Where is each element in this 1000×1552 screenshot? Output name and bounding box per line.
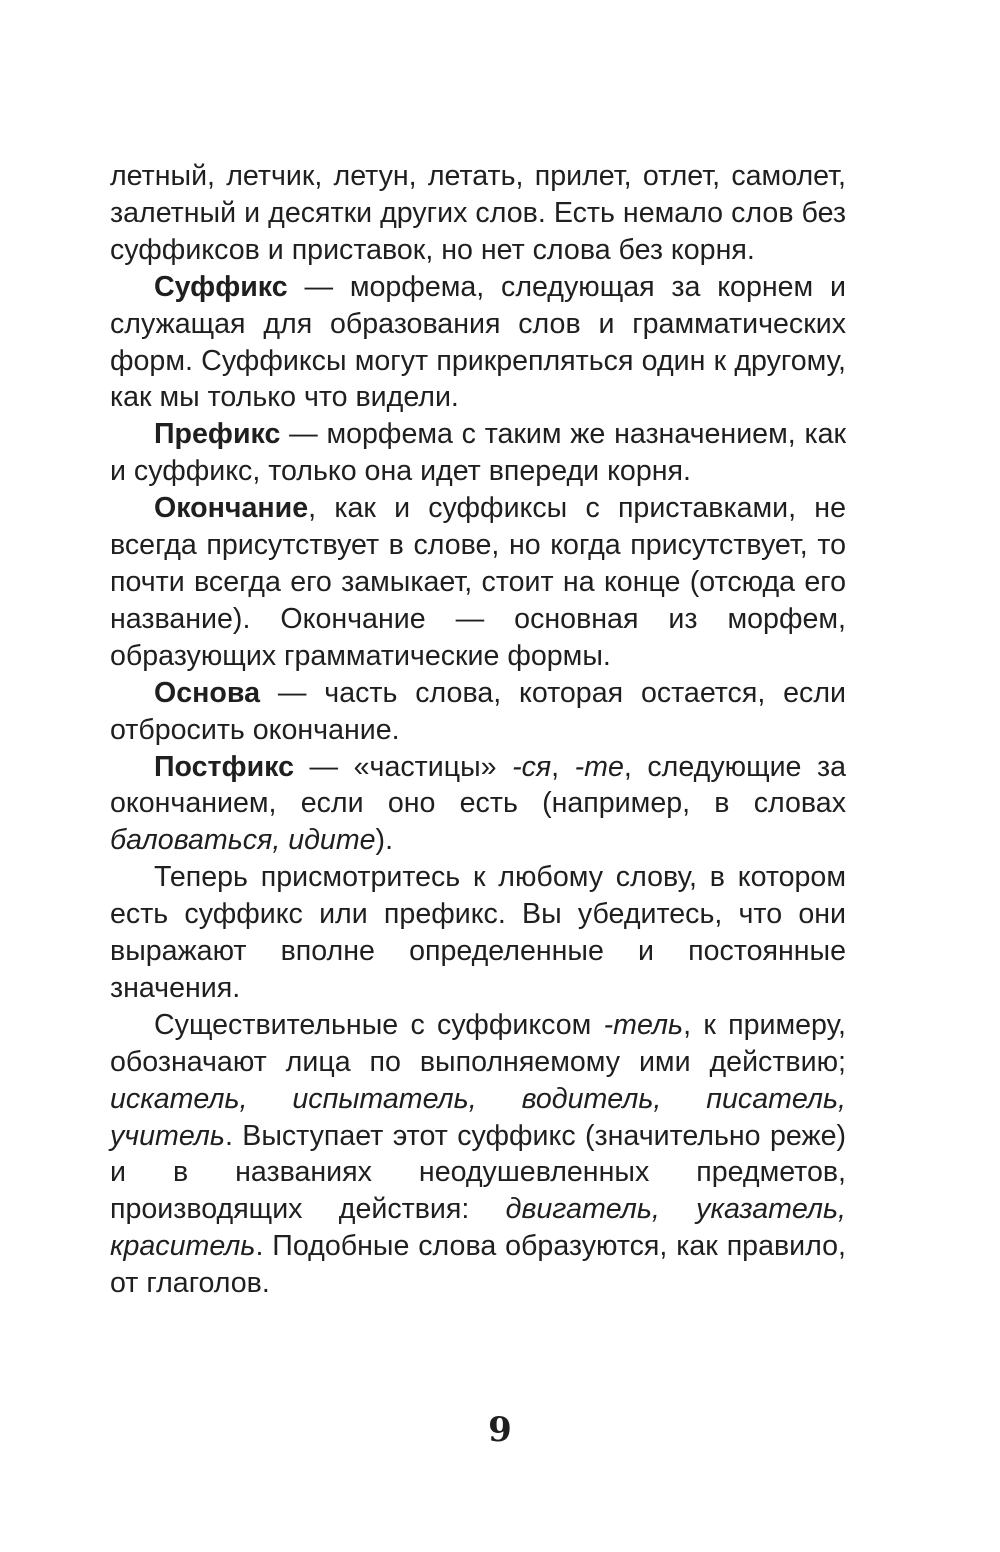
paragraph-text: . Выступает этот суффикс (значительно реже) и в названиях неодушевленных предметов, производящих действия: <box>110 1119 846 1226</box>
paragraph-text: , к примеру, обозначают лица по выполняемому ими действию; <box>110 1008 846 1078</box>
paragraph-text: — «частицы» <box>293 750 513 783</box>
paragraph-text: летный, летчик, летун, летать, прилет, отлет, самолет, залетный и десятки других слов. Есть немало слов без суффиксов и приставок, но нет слова без корня. <box>110 160 846 266</box>
paragraph-text: , следующие за окончанием, если оно есть (например, в словах <box>110 750 847 820</box>
example-words: искатель, испытатель, водитель, писатель, учитель <box>110 1082 846 1152</box>
paragraph-postfix-definition <box>110 749 846 860</box>
paragraph <box>110 859 846 1007</box>
paragraph-text: — морфема с таким же назначением, как и суффикс, только она идет впереди корня. <box>110 418 846 488</box>
term-suffix: Суффикс <box>154 270 288 303</box>
paragraph-tel-suffix <box>110 1007 846 1302</box>
paragraph-text: — часть слова, которая остается, если отбросить окончание. <box>110 676 846 746</box>
term-prefix: Префикс <box>154 418 281 451</box>
example-words: баловаться, идите <box>110 824 376 857</box>
example-morpheme: -тель <box>603 1008 684 1041</box>
paragraph-text: ). <box>375 824 394 857</box>
example-morpheme: -те <box>574 750 624 783</box>
paragraph-text: — морфема, следующая за корнем и служащая для образования слов и грамматических форм. Суффиксы могут прикрепляться один к другому, как мы только что видели. <box>110 270 846 414</box>
paragraph-ending-definition <box>110 490 846 675</box>
term-ending: Окончание <box>154 492 309 525</box>
paragraph-text: , как и суффиксы с приставками, не всегда присутствует в слове, но когда присутствует, то почти всегда его замыкает, стоит на конце (отсюда его название). Окончание — основная из морфем, образующих грамматические формы. <box>110 492 846 672</box>
paragraph-text: , <box>551 750 575 783</box>
paragraph-suffix-definition <box>110 269 846 417</box>
paragraph <box>110 158 846 269</box>
paragraph-text: Существительные с суффиксом <box>154 1008 604 1041</box>
paragraph-text: . Подобные слова образуются, как правило, от глаголов. <box>110 1230 846 1300</box>
example-words: двигатель, указатель, краситель <box>110 1193 846 1263</box>
paragraph-prefix-definition <box>110 416 846 490</box>
page-body <box>110 158 846 1302</box>
page-number: 9 <box>488 1410 512 1450</box>
term-stem: Основа <box>154 676 260 709</box>
example-morpheme: -ся <box>512 750 552 783</box>
term-postfix: Постфикс <box>154 750 294 783</box>
paragraph-stem-definition <box>110 675 846 749</box>
paragraph-text: Теперь присмотритесь к любому слову, в котором есть суффикс или префикс. Вы убедитесь, что они выражают вполне определенные и постоянные значения. <box>110 861 846 1004</box>
